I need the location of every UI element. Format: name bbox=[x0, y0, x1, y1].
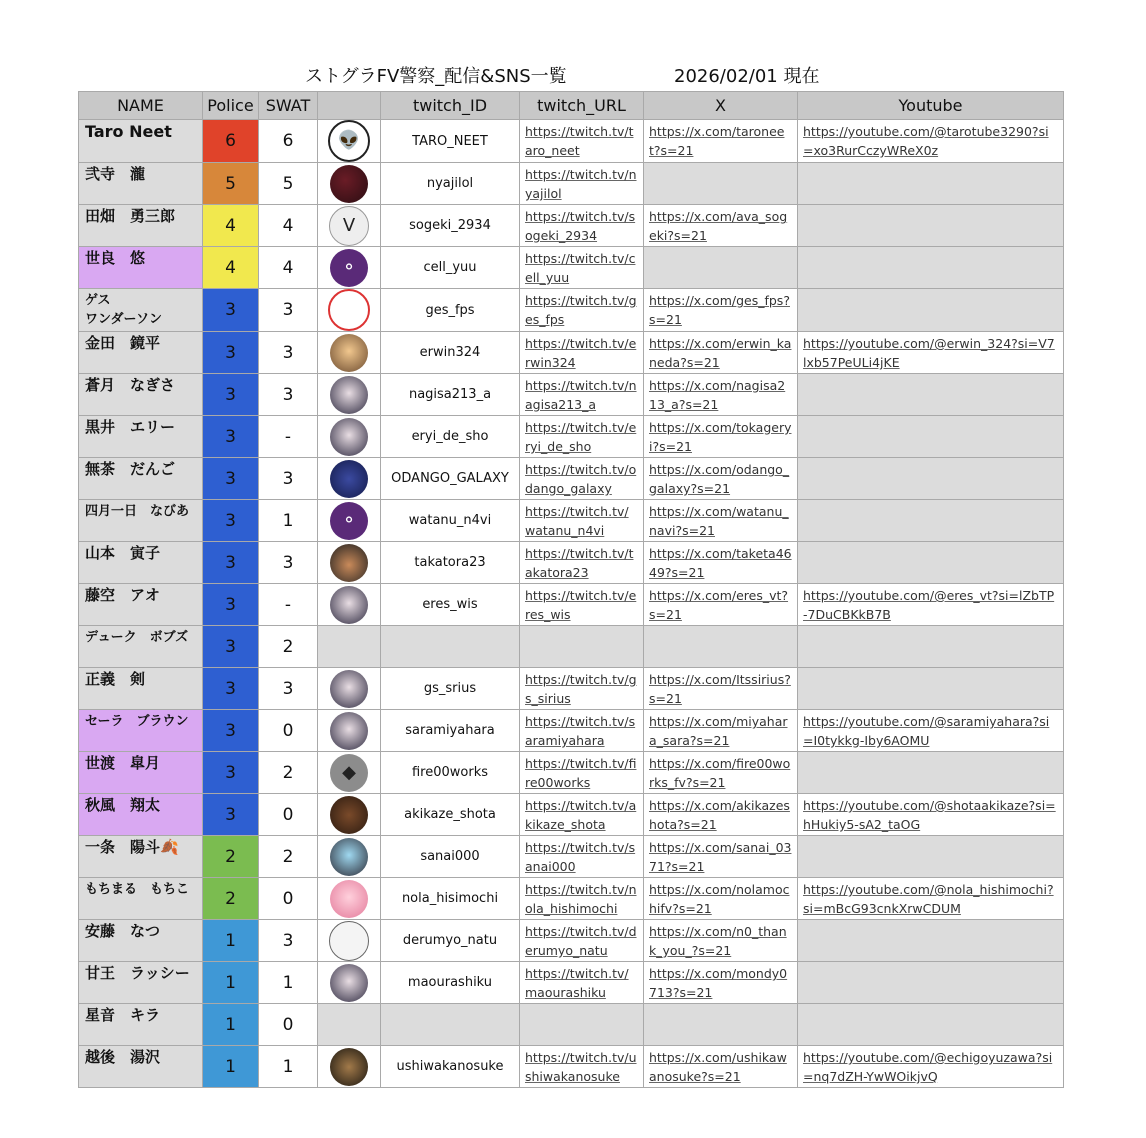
swat-rank: 3 bbox=[259, 542, 318, 584]
youtube-url-link[interactable]: https://youtube.com/@eres_vt?si=lZbTP-7DuCBKkB7B bbox=[803, 588, 1055, 622]
youtube-url-cell-empty bbox=[798, 458, 1064, 500]
youtube-url-cell-empty bbox=[798, 289, 1064, 332]
avatar-cell bbox=[318, 710, 381, 752]
police-rank: 3 bbox=[203, 416, 259, 458]
anime-character-avatar-icon bbox=[330, 586, 368, 624]
member-name: 弐寺 瀧 bbox=[79, 163, 203, 205]
gray-logo-avatar-icon: ◆ bbox=[330, 754, 368, 792]
x-url-link[interactable]: https://x.com/sanai_0371?s=21 bbox=[649, 840, 792, 874]
avatar-cell bbox=[318, 542, 381, 584]
twitch-url-cell bbox=[520, 416, 644, 458]
twitch-url-link[interactable]: https://twitch.tv/akikaze_shota bbox=[525, 798, 637, 832]
police-rank: 4 bbox=[203, 205, 259, 247]
twitch-id-cell: fire00works bbox=[381, 752, 520, 794]
twitch-id-cell: nyajilol bbox=[381, 163, 520, 205]
x-url-cell bbox=[644, 584, 798, 626]
police-rank: 3 bbox=[203, 332, 259, 374]
youtube-url-cell-empty bbox=[798, 962, 1064, 1004]
avatar-cell bbox=[318, 247, 381, 289]
member-name: 甘王 ラッシー bbox=[79, 962, 203, 1004]
x-url-cell bbox=[644, 710, 798, 752]
youtube-url-cell-empty bbox=[798, 247, 1064, 289]
youtube-url-link[interactable]: https://youtube.com/@tarotube3290?si=xo3RurCczyWReX0z bbox=[803, 124, 1049, 158]
avatar-cell-empty bbox=[318, 626, 381, 668]
table-row bbox=[79, 500, 1064, 542]
x-url-cell-empty bbox=[644, 626, 798, 668]
member-name: 黒井 エリー bbox=[79, 416, 203, 458]
swat-rank: 4 bbox=[259, 247, 318, 289]
twitch-url-cell bbox=[520, 710, 644, 752]
youtube-url-cell-empty bbox=[798, 416, 1064, 458]
police-rank: 3 bbox=[203, 668, 259, 710]
x-url-cell bbox=[644, 332, 798, 374]
x-url-link[interactable]: https://x.com/tokageryi?s=21 bbox=[649, 420, 792, 454]
x-url-link[interactable]: https://x.com/n0_thank_you_?s=21 bbox=[649, 924, 787, 958]
x-url-link[interactable]: https://x.com/akikazeshota?s=21 bbox=[649, 798, 790, 832]
swat-rank: 3 bbox=[259, 289, 318, 332]
police-rank: 1 bbox=[203, 962, 259, 1004]
twitch-id-cell: akikaze_shota bbox=[381, 794, 520, 836]
table-row bbox=[79, 542, 1064, 584]
twitch-url-link[interactable]: https://twitch.tv/ges_fps bbox=[525, 293, 637, 327]
youtube-url-cell-empty bbox=[798, 374, 1064, 416]
twitch-url-link[interactable]: https://twitch.tv/ushiwakanosuke bbox=[525, 1050, 637, 1084]
anime-character-avatar-icon bbox=[330, 670, 368, 708]
twitch-id-cell: TARO_NEET bbox=[381, 120, 520, 163]
youtube-url-link[interactable]: https://youtube.com/@saramiyahara?si=I0tykkg-Iby6AOMU bbox=[803, 714, 1050, 748]
avatar-cell bbox=[318, 500, 381, 542]
twitch-url-cell bbox=[520, 332, 644, 374]
table-row bbox=[79, 205, 1064, 247]
table-row bbox=[79, 668, 1064, 710]
x-url-cell bbox=[644, 878, 798, 920]
x-url-link[interactable]: https://x.com/taketa4649?s=21 bbox=[649, 546, 792, 580]
youtube-url-link[interactable]: https://youtube.com/@shotaakikaze?si=hHukiy5-sA2_taOG bbox=[803, 798, 1056, 832]
police-rank: 3 bbox=[203, 584, 259, 626]
cartoon-face-avatar-icon bbox=[330, 544, 368, 582]
table-row bbox=[79, 752, 1064, 794]
swat-rank: 2 bbox=[259, 752, 318, 794]
twitch-id-cell-empty bbox=[381, 626, 520, 668]
swat-rank: 0 bbox=[259, 878, 318, 920]
member-name: 正義 剣 bbox=[79, 668, 203, 710]
member-name: 一条 陽斗🍂 bbox=[79, 836, 203, 878]
x-url-cell bbox=[644, 794, 798, 836]
member-name: セーラ ブラウン bbox=[79, 710, 203, 752]
twitch-url-link[interactable]: https://twitch.tv/sanai000 bbox=[525, 840, 636, 874]
swat-rank: 6 bbox=[259, 120, 318, 163]
roster-table bbox=[78, 91, 1064, 1088]
twitch-url-cell bbox=[520, 794, 644, 836]
youtube-url-cell bbox=[798, 878, 1064, 920]
youtube-url-cell-empty bbox=[798, 205, 1064, 247]
twitch-url-link[interactable]: https://twitch.tv/eres_wis bbox=[525, 588, 637, 622]
avatar-cell bbox=[318, 416, 381, 458]
x-url-link[interactable]: https://x.com/odango_galaxy?s=21 bbox=[649, 462, 790, 496]
youtube-url-cell bbox=[798, 710, 1064, 752]
member-name: 藤空 アオ bbox=[79, 584, 203, 626]
member-name: もちまる もちこ bbox=[79, 878, 203, 920]
member-name: ゲス ワンダーソン bbox=[79, 289, 203, 332]
member-name: 世渡 皐月 bbox=[79, 752, 203, 794]
x-url-cell bbox=[644, 458, 798, 500]
table-row bbox=[79, 120, 1064, 163]
twitch-url-link[interactable]: https://twitch.tv/takatora23 bbox=[525, 546, 634, 580]
swat-rank: 1 bbox=[259, 500, 318, 542]
twitch-id-cell: eryi_de_sho bbox=[381, 416, 520, 458]
header-name: NAME bbox=[79, 92, 203, 120]
member-name: 世良 悠 bbox=[79, 247, 203, 289]
youtube-url-cell-empty bbox=[798, 500, 1064, 542]
table-row bbox=[79, 710, 1064, 752]
dark-red-avatar-icon bbox=[330, 165, 368, 203]
avatar-cell bbox=[318, 878, 381, 920]
twitch-url-cell bbox=[520, 500, 644, 542]
anime-character-avatar-icon bbox=[330, 376, 368, 414]
person-silhouette-avatar-icon: ⚬ bbox=[330, 249, 368, 287]
table-row bbox=[79, 584, 1064, 626]
x-url-cell bbox=[644, 836, 798, 878]
member-name: 星音 キラ bbox=[79, 1004, 203, 1046]
twitch-url-cell-empty bbox=[520, 1004, 644, 1046]
twitch-id-cell: sogeki_2934 bbox=[381, 205, 520, 247]
police-rank: 2 bbox=[203, 836, 259, 878]
police-rank: 3 bbox=[203, 794, 259, 836]
goggles-character-avatar-icon bbox=[330, 838, 368, 876]
swat-rank: 0 bbox=[259, 710, 318, 752]
avatar-cell bbox=[318, 458, 381, 500]
swat-rank: 3 bbox=[259, 374, 318, 416]
x-url-cell bbox=[644, 374, 798, 416]
table-row bbox=[79, 836, 1064, 878]
twitch-url-link[interactable]: https://twitch.tv/nola_hishimochi bbox=[525, 882, 637, 916]
avatar-cell bbox=[318, 794, 381, 836]
twitch-url-cell bbox=[520, 120, 644, 163]
twitch-id-cell: watanu_n4vi bbox=[381, 500, 520, 542]
youtube-url-cell-empty bbox=[798, 626, 1064, 668]
police-rank: 6 bbox=[203, 120, 259, 163]
member-name: デューク ボブズ bbox=[79, 626, 203, 668]
police-rank: 3 bbox=[203, 500, 259, 542]
x-url-cell bbox=[644, 752, 798, 794]
header-twitch-url: twitch_URL bbox=[520, 92, 644, 120]
member-name: 秋風 翔太 bbox=[79, 794, 203, 836]
avatar-cell bbox=[318, 836, 381, 878]
swat-rank: 3 bbox=[259, 920, 318, 962]
anime-character-avatar-icon bbox=[330, 712, 368, 750]
youtube-url-link[interactable]: https://youtube.com/@erwin_324?si=V7lxb57PeULi4jKE bbox=[803, 336, 1055, 370]
police-rank: 1 bbox=[203, 920, 259, 962]
x-url-link[interactable]: https://x.com/ava_sogeki?s=21 bbox=[649, 209, 788, 243]
twitch-id-cell: gs_srius bbox=[381, 668, 520, 710]
twitch-url-link[interactable]: https://twitch.tv/odango_galaxy bbox=[525, 462, 637, 496]
x-url-cell bbox=[644, 962, 798, 1004]
member-name: 四月一日 なびあ bbox=[79, 500, 203, 542]
twitch-url-cell bbox=[520, 289, 644, 332]
member-name: 越後 湯沢 bbox=[79, 1046, 203, 1088]
youtube-url-cell bbox=[798, 332, 1064, 374]
header-twitch-id: twitch_ID bbox=[381, 92, 520, 120]
sketch-avatar-icon bbox=[329, 921, 369, 961]
header-x: X bbox=[644, 92, 798, 120]
table-row bbox=[79, 920, 1064, 962]
galaxy-logo-avatar-icon bbox=[330, 460, 368, 498]
avatar-cell bbox=[318, 920, 381, 962]
x-url-link[interactable]: https://x.com/mondy0713?s=21 bbox=[649, 966, 788, 1000]
youtube-url-link[interactable]: https://youtube.com/@echigoyuzawa?si=nq7dZH-YwWOikjvQ bbox=[803, 1050, 1053, 1084]
swat-rank: 1 bbox=[259, 1046, 318, 1088]
twitch-url-link[interactable]: https://twitch.tv/derumyo_natu bbox=[525, 924, 637, 958]
x-url-link[interactable]: https://x.com/Itssirius?s=21 bbox=[649, 672, 791, 706]
header-swat: SWAT bbox=[259, 92, 318, 120]
table-row bbox=[79, 374, 1064, 416]
police-rank: 1 bbox=[203, 1004, 259, 1046]
table-row bbox=[79, 962, 1064, 1004]
x-url-link[interactable]: https://x.com/fire00works_fv?s=21 bbox=[649, 756, 791, 790]
youtube-url-cell-empty bbox=[798, 836, 1064, 878]
twitch-url-cell bbox=[520, 163, 644, 205]
pink-character-avatar-icon bbox=[330, 880, 368, 918]
x-url-cell bbox=[644, 289, 798, 332]
page-title: ストグラFV警察_配信&SNS一覧 bbox=[305, 66, 567, 87]
twitch-id-cell: takatora23 bbox=[381, 542, 520, 584]
avatar-cell-empty bbox=[318, 1004, 381, 1046]
member-name: 田畑 勇三郎 bbox=[79, 205, 203, 247]
twitch-id-cell: cell_yuu bbox=[381, 247, 520, 289]
police-rank: 3 bbox=[203, 289, 259, 332]
page-header bbox=[0, 62, 1146, 86]
swat-rank: 5 bbox=[259, 163, 318, 205]
police-rank: 5 bbox=[203, 163, 259, 205]
police-rank: 3 bbox=[203, 458, 259, 500]
swat-rank: 2 bbox=[259, 836, 318, 878]
swat-rank: - bbox=[259, 584, 318, 626]
x-url-cell-empty bbox=[644, 1004, 798, 1046]
twitch-url-link[interactable]: https://twitch.tv/nyajilol bbox=[525, 167, 637, 201]
twitch-id-cell: saramiyahara bbox=[381, 710, 520, 752]
x-url-cell bbox=[644, 542, 798, 584]
youtube-url-cell-empty bbox=[798, 752, 1064, 794]
twitch-url-cell bbox=[520, 247, 644, 289]
member-name: 蒼月 なぎさ bbox=[79, 374, 203, 416]
twitch-id-cell-empty bbox=[381, 1004, 520, 1046]
avatar-cell bbox=[318, 752, 381, 794]
member-name: 金田 鏡平 bbox=[79, 332, 203, 374]
twitch-id-cell: ODANGO_GALAXY bbox=[381, 458, 520, 500]
as-of-date: 2026/02/01 現在 bbox=[674, 66, 820, 87]
table-row bbox=[79, 289, 1064, 332]
twitch-url-link[interactable]: https://twitch.tv/gs_sirius bbox=[525, 672, 637, 706]
twitch-id-cell: erwin324 bbox=[381, 332, 520, 374]
youtube-url-cell-empty bbox=[798, 1004, 1064, 1046]
swat-rank: 3 bbox=[259, 332, 318, 374]
x-url-cell-empty bbox=[644, 247, 798, 289]
twitch-id-cell: eres_wis bbox=[381, 584, 520, 626]
x-url-cell-empty bbox=[644, 163, 798, 205]
youtube-url-cell-empty bbox=[798, 920, 1064, 962]
twitch-url-cell bbox=[520, 920, 644, 962]
header-police: Police bbox=[203, 92, 259, 120]
member-name: 山本 寅子 bbox=[79, 542, 203, 584]
v-logo-avatar-icon: V bbox=[329, 206, 369, 246]
twitch-id-cell: ges_fps bbox=[381, 289, 520, 332]
twitch-url-cell bbox=[520, 836, 644, 878]
twitch-url-cell bbox=[520, 542, 644, 584]
x-url-cell bbox=[644, 416, 798, 458]
police-rank: 3 bbox=[203, 542, 259, 584]
twitch-url-link[interactable]: https://twitch.tv/erwin324 bbox=[525, 336, 637, 370]
twitch-url-cell bbox=[520, 962, 644, 1004]
x-url-cell bbox=[644, 1046, 798, 1088]
swat-rank: 1 bbox=[259, 962, 318, 1004]
table-row bbox=[79, 247, 1064, 289]
swat-rank: 2 bbox=[259, 626, 318, 668]
table-row bbox=[79, 878, 1064, 920]
twitch-url-cell bbox=[520, 458, 644, 500]
alien-avatar-icon: 👽 bbox=[328, 120, 370, 162]
swat-rank: - bbox=[259, 416, 318, 458]
table-row bbox=[79, 794, 1064, 836]
x-url-link[interactable]: https://x.com/watanu_navi?s=21 bbox=[649, 504, 789, 538]
clown-avatar-icon bbox=[328, 289, 370, 331]
table-row bbox=[79, 332, 1064, 374]
avatar-cell bbox=[318, 584, 381, 626]
youtube-url-cell-empty bbox=[798, 163, 1064, 205]
police-rank: 3 bbox=[203, 752, 259, 794]
swat-rank: 3 bbox=[259, 458, 318, 500]
police-rank: 2 bbox=[203, 878, 259, 920]
x-url-cell bbox=[644, 120, 798, 163]
avatar-cell bbox=[318, 962, 381, 1004]
twitch-url-link[interactable]: https://twitch.tv/nagisa213_a bbox=[525, 378, 637, 412]
member-name: Taro Neet bbox=[79, 120, 203, 163]
twitch-id-cell: derumyo_natu bbox=[381, 920, 520, 962]
police-rank: 3 bbox=[203, 710, 259, 752]
swat-rank: 0 bbox=[259, 794, 318, 836]
twitch-url-link[interactable]: https://twitch.tv/cell_yuu bbox=[525, 251, 636, 285]
x-url-link[interactable]: https://x.com/taroneet?s=21 bbox=[649, 124, 785, 158]
avatar-cell bbox=[318, 205, 381, 247]
x-url-link[interactable]: https://x.com/erwin_kaneda?s=21 bbox=[649, 336, 792, 370]
x-url-link[interactable]: https://x.com/miyahara_sara?s=21 bbox=[649, 714, 788, 748]
table-row bbox=[79, 458, 1064, 500]
swat-rank: 0 bbox=[259, 1004, 318, 1046]
x-url-link[interactable]: https://x.com/ges_fps?s=21 bbox=[649, 293, 790, 327]
twitch-url-cell bbox=[520, 752, 644, 794]
swat-rank: 3 bbox=[259, 668, 318, 710]
twitch-url-link[interactable]: https://twitch.tv/eryi_de_sho bbox=[525, 420, 637, 454]
youtube-url-cell bbox=[798, 1046, 1064, 1088]
anime-character-avatar-icon bbox=[330, 964, 368, 1002]
twitch-url-cell-empty bbox=[520, 626, 644, 668]
blond-character-avatar-icon bbox=[330, 334, 368, 372]
table-row bbox=[79, 1004, 1064, 1046]
header-avatar bbox=[318, 92, 381, 120]
twitch-url-cell bbox=[520, 878, 644, 920]
table-row bbox=[79, 163, 1064, 205]
police-rank: 1 bbox=[203, 1046, 259, 1088]
police-rank: 3 bbox=[203, 374, 259, 416]
anime-character-avatar-icon bbox=[330, 418, 368, 456]
avatar-cell bbox=[318, 668, 381, 710]
twitch-id-cell: nagisa213_a bbox=[381, 374, 520, 416]
header-youtube: Youtube bbox=[798, 92, 1064, 120]
twitch-url-link[interactable]: https://twitch.tv/taro_neet bbox=[525, 124, 634, 158]
x-url-cell bbox=[644, 920, 798, 962]
avatar-cell bbox=[318, 120, 381, 163]
swat-rank: 4 bbox=[259, 205, 318, 247]
header-row bbox=[79, 92, 1064, 120]
table-row bbox=[79, 416, 1064, 458]
twitch-url-link[interactable]: https://twitch.tv/watanu_n4vi bbox=[525, 504, 629, 538]
twitch-url-cell bbox=[520, 1046, 644, 1088]
twitch-id-cell: maourashiku bbox=[381, 962, 520, 1004]
x-url-link[interactable]: https://x.com/nagisa213_a?s=21 bbox=[649, 378, 786, 412]
twitch-id-cell: ushiwakanosuke bbox=[381, 1046, 520, 1088]
twitch-url-link[interactable]: https://twitch.tv/saramiyahara bbox=[525, 714, 636, 748]
twitch-url-link[interactable]: https://twitch.tv/sogeki_2934 bbox=[525, 209, 636, 243]
twitch-url-cell bbox=[520, 205, 644, 247]
twitch-id-cell: nola_hisimochi bbox=[381, 878, 520, 920]
avatar-cell bbox=[318, 332, 381, 374]
twitch-url-cell bbox=[520, 668, 644, 710]
police-rank: 4 bbox=[203, 247, 259, 289]
youtube-url-cell bbox=[798, 584, 1064, 626]
x-url-cell bbox=[644, 500, 798, 542]
member-name: 安藤 なつ bbox=[79, 920, 203, 962]
twitch-id-cell: sanai000 bbox=[381, 836, 520, 878]
x-url-link[interactable]: https://x.com/eres_vt?s=21 bbox=[649, 588, 789, 622]
x-url-link[interactable]: https://x.com/ushikawanosuke?s=21 bbox=[649, 1050, 787, 1084]
avatar-cell bbox=[318, 163, 381, 205]
avatar-cell bbox=[318, 374, 381, 416]
youtube-url-link[interactable]: https://youtube.com/@nola_hishimochi?si=mBcG93cnkXrwCDUM bbox=[803, 882, 1054, 916]
bear-avatar-icon bbox=[330, 796, 368, 834]
table-row bbox=[79, 626, 1064, 668]
dark-character-avatar-icon bbox=[330, 1048, 368, 1086]
police-rank: 3 bbox=[203, 626, 259, 668]
member-name: 無茶 だんご bbox=[79, 458, 203, 500]
youtube-url-cell bbox=[798, 794, 1064, 836]
twitch-url-link[interactable]: https://twitch.tv/maourashiku bbox=[525, 966, 629, 1000]
twitch-url-link[interactable]: https://twitch.tv/fire00works bbox=[525, 756, 637, 790]
twitch-url-cell bbox=[520, 584, 644, 626]
avatar-cell bbox=[318, 1046, 381, 1088]
x-url-cell bbox=[644, 205, 798, 247]
x-url-cell bbox=[644, 668, 798, 710]
twitch-url-cell bbox=[520, 374, 644, 416]
youtube-url-cell bbox=[798, 120, 1064, 163]
youtube-url-cell-empty bbox=[798, 668, 1064, 710]
table-row bbox=[79, 1046, 1064, 1088]
avatar-cell bbox=[318, 289, 381, 332]
youtube-url-cell-empty bbox=[798, 542, 1064, 584]
x-url-link[interactable]: https://x.com/nolamochifv?s=21 bbox=[649, 882, 790, 916]
person-silhouette-avatar-icon: ⚬ bbox=[330, 502, 368, 540]
